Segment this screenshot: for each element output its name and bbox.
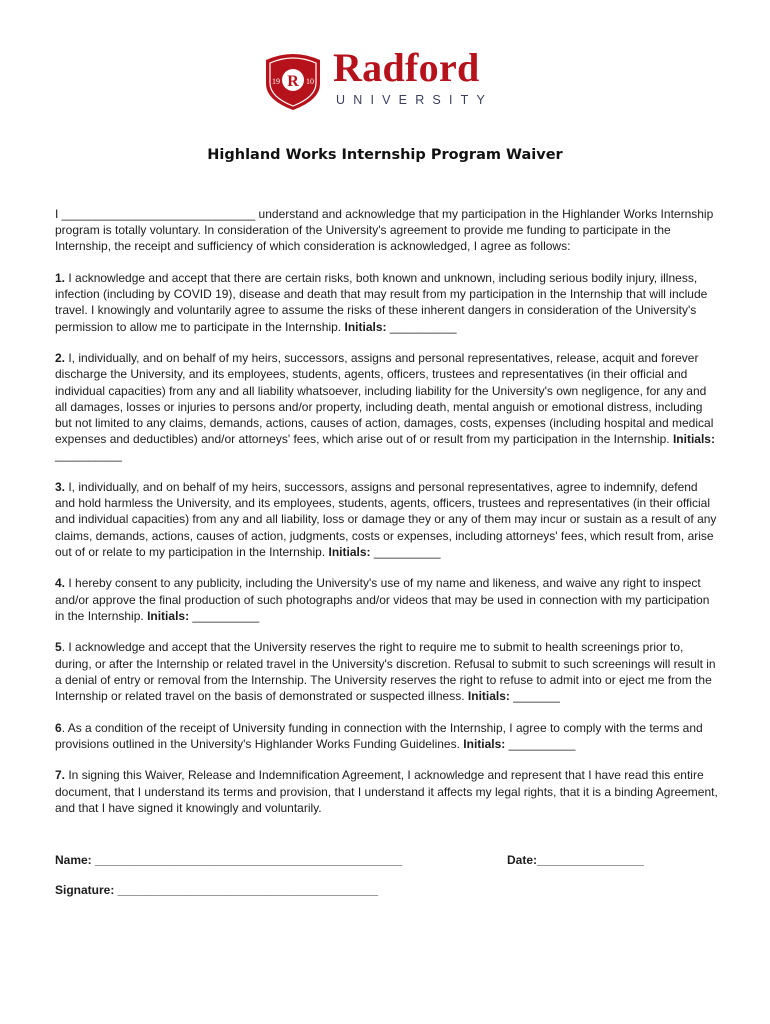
initials-label: Initials: — [147, 608, 190, 623]
clause-4 — [55, 575, 719, 624]
clause-number: 7. — [55, 768, 66, 783]
clause-6 — [55, 720, 719, 752]
clause-number: 1. — [55, 271, 66, 285]
initials-field[interactable]: __________ — [505, 736, 576, 751]
emblem-left-text: 19 — [272, 77, 280, 86]
shield-emblem-icon — [262, 50, 324, 112]
clause-number: 5 — [55, 640, 62, 655]
clause-2 — [55, 350, 719, 463]
initials-label: Initials: — [328, 544, 371, 559]
date-field[interactable]: ________________ — [537, 853, 644, 867]
emblem-right-text: 10 — [306, 77, 314, 86]
initials-field[interactable]: _______ — [509, 689, 560, 704]
name-row — [55, 853, 402, 867]
name-field[interactable]: ______________________________________________ — [91, 853, 403, 867]
clause-1 — [55, 270, 719, 335]
clause-text: . As a condition of the receipt of University funding in connection with the Internship, I agree to comply with the terms and provisions outlined in the University's Highlander Works Funding Guidelines. — [55, 720, 703, 751]
clause-number: 6 — [55, 720, 62, 735]
clause-3 — [55, 479, 719, 560]
signature-row — [55, 883, 378, 897]
clause-number: 2. — [55, 351, 66, 366]
clause-7 — [55, 767, 719, 816]
clause-5 — [55, 639, 719, 704]
initials-field[interactable]: __________ — [386, 319, 457, 334]
initials-label: Initials: — [344, 319, 387, 334]
waiver-body — [55, 206, 719, 831]
logo-subtitle: UNIVERSITY — [336, 93, 494, 107]
logo-wordmark: Radford — [333, 45, 480, 90]
signature-field[interactable]: _______________________________________ — [114, 883, 378, 897]
svg-text:R: R — [287, 73, 299, 90]
clause-text: In signing this Waiver, Release and Indemnification Agreement, I acknowledge and represent that I have read this entire document, that I understand its terms and provision, that I understand it affects my legal rights, that it is a binding Agreement, and that I have signed it knowingly and voluntarily. — [55, 768, 718, 815]
date-label: Date: — [507, 853, 538, 867]
radford-logo — [262, 45, 494, 112]
signature-label: Signature: — [55, 883, 115, 897]
clause-text: I acknowledge and accept that there are certain risks, both known and unknown, including serious bodily injury, illness, infection (including by COVID 19), disease and death that may result from my participation in the Internship that will include travel. I knowingly and voluntarily agree to assume the risks of these inherent dangers in consideration of the University's permission to allow me to participate in the Internship. — [55, 271, 708, 334]
clause-text: I hereby consent to any publicity, including the University's use of my name and likeness, and waive any right to inspect and/or approve the final production of such photographs and/or videos that may be used in connection with my participation in the Internship. — [55, 576, 710, 623]
initials-field[interactable]: __________ — [370, 544, 441, 559]
clause-text: I, individually, and on behalf of my heirs, successors, assigns and personal representatives, release, acquit and forever discharge the University, and its employees, students, agents, officers, trustees and representatives (in their official and individual capacities) from any and all liability whatsoever, including liability for the University's own negligence, for any and all damages, losses or injuries to persons and/or property, including death, mental anguish or emotional distress, including but not limited to any claims, demands, actions, causes of action, damages, costs, expenses (including hospital and medical expenses and deductibles) and/or attorneys' fees, which arise out of or result from my participation in the Internship. — [55, 351, 714, 447]
initials-label: Initials: — [672, 432, 715, 447]
clause-text: I, individually, and on behalf of my heirs, successors, assigns and personal representatives, agree to indemnify, defend and hold harmless the University, and its employees, students, agents, officers, trustees and representatives (in their official and individual capacities) from any and all liability, loss or damage they or any of them may incur or sustain as a result of any claims, demands, actions, causes of action, judgments, costs or expenses, including attorneys' fees, which result from, arise out of or relate to my participation in the Internship. — [55, 480, 717, 559]
initials-field[interactable]: __________ — [55, 448, 122, 463]
initials-field[interactable]: __________ — [189, 608, 260, 623]
initials-label: Initials: — [463, 736, 506, 751]
date-row — [507, 853, 644, 867]
name-label: Name: — [55, 853, 92, 867]
intro-paragraph: I _____________________________ understand and acknowledge that my participation in the Highlander Works Internship program is totally voluntary. In consideration of the University's agreement to provide me funding to participate in the Internship, the receipt and sufficiency of which consideration is acknowledged, I agree as follows: — [55, 207, 714, 254]
clause-number: 3. — [55, 480, 66, 495]
clause-text: . I acknowledge and accept that the University reserves the right to require me to submit to health screenings prior to, during, or after the Internship or related travel in the University's discretion. Refusal to submit to such screenings will result in a denial of entry or removal from the Internship. The University reserves the right to refuse to admit into or eject me from the Internship or related travel on the basis of demonstrated or suspected illness. — [55, 640, 716, 704]
document-title: Highland Works Internship Program Waiver — [207, 147, 563, 163]
clause-number: 4. — [55, 576, 66, 591]
initials-label: Initials: — [467, 689, 510, 704]
